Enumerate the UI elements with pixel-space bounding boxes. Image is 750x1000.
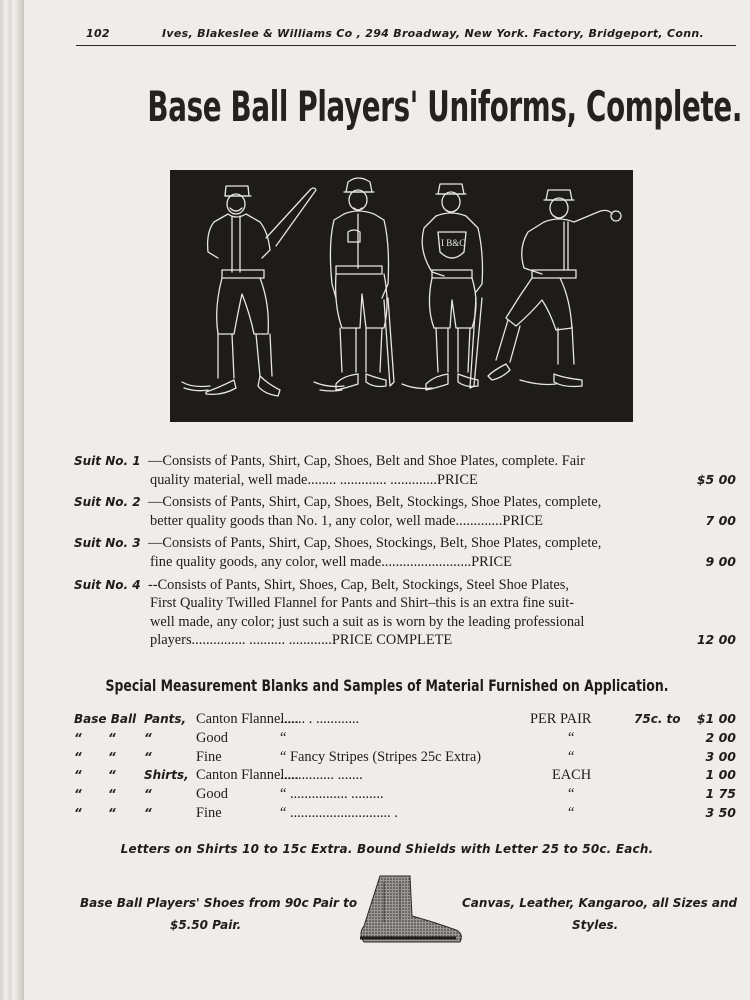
shoes-note-line: $5.50 Pair. xyxy=(170,918,242,932)
publisher-imprint: Ives, Blakeslee & Williams Co , 294 Broadway, New York. Factory, Bridgeport, Conn. xyxy=(162,27,704,40)
player-batter-figure xyxy=(182,186,316,396)
ditto-mark: “ xyxy=(144,749,152,764)
price-amount: 3 50 xyxy=(705,804,736,820)
suit-entry-3 xyxy=(74,534,736,571)
item-description: “ Fancy Stripes (Stripes 25c Extra) xyxy=(280,748,482,765)
shoes-note-line: Base Ball Players' Shoes from 90c Pair to xyxy=(80,896,358,910)
price-row xyxy=(74,804,736,823)
suit-description-line: well made, any color; just such a suit as is worn by the leading professional xyxy=(150,613,585,630)
suit-price: 7 00 xyxy=(705,512,736,528)
suit-list xyxy=(74,452,736,654)
price-row xyxy=(74,766,736,785)
item-category: Base Ball xyxy=(74,712,137,726)
suit-description-line: --Consists of Pants, Shirt, Shoes, Cap, Belt, Stockings, Steel Shoe Plates, xyxy=(148,576,569,593)
item-grade: Fine xyxy=(196,748,222,765)
ditto-mark: “ xyxy=(144,730,152,745)
suit-description-line: —Consists of Pants, Shirt, Cap, Shoes, Belt, Stockings, Shoe Plates, complete, xyxy=(148,494,602,511)
item-grade: Good xyxy=(196,786,228,803)
ditto-mark: “ xyxy=(74,730,82,745)
ditto-mark: “ xyxy=(568,729,575,746)
ditto-mark: “ xyxy=(74,768,82,783)
suit-entry-1 xyxy=(74,452,736,489)
special-notice-heading: Special Measurement Blanks and Samples of Material Furnished on Application. xyxy=(105,676,669,695)
ditto-mark: “ xyxy=(568,786,575,803)
suit-label: Suit No. 2 xyxy=(74,495,141,510)
ditto-mark: “ xyxy=(74,749,82,764)
suit-description-line: quality material, well made........ ............. .............PRICE xyxy=(150,471,478,488)
players-illustration xyxy=(170,170,633,422)
player-standing-figure xyxy=(314,178,394,391)
extras-note: Letters on Shirts 10 to 15c Extra. Bound Shields with Letter 25 to 50c. Each. xyxy=(120,842,654,856)
suit-label: Suit No. 3 xyxy=(74,536,141,551)
price-amount: 1 75 xyxy=(705,786,736,802)
ditto-mark: “ xyxy=(108,730,116,745)
page-number: 102 xyxy=(86,27,110,40)
ditto-mark: “ xyxy=(568,748,575,765)
price-row xyxy=(74,729,736,748)
shoe-illustration xyxy=(354,872,464,948)
item-grade: Canton Flannel.... xyxy=(196,711,299,727)
price-row xyxy=(74,748,736,767)
price-amount: 3 00 xyxy=(705,748,736,764)
suit-description-line: —Consists of Pants, Shirt, Cap, Shoes, Stockings, Belt, Shoe Plates, complete, xyxy=(148,535,602,552)
item-description: “ ............................ . xyxy=(280,804,398,821)
item-grade: Canton Flannel.... xyxy=(196,767,299,784)
suit-description-line: players............... .......... ............PRICE COMPLETE xyxy=(150,632,453,649)
book-page-edges xyxy=(0,0,24,1000)
item-description: “ ................ ......... xyxy=(280,786,384,803)
suit-description-line: better quality goods than No. 1, any color, well made.............PRICE xyxy=(150,512,544,529)
price-unit: PER PAIR xyxy=(530,711,592,727)
player-shield-figure xyxy=(402,184,483,390)
item-description: “ xyxy=(280,729,287,746)
price-amount: $1 00 xyxy=(696,711,736,726)
shield-letters: I B&C xyxy=(441,238,466,248)
suit-description-line: First Quality Twilled Flannel for Pants and Shirt–this is an extra fine suit- xyxy=(150,595,575,612)
shoes-note-line: Styles. xyxy=(572,918,619,932)
item-type: Pants, xyxy=(144,712,187,726)
suit-description-line: fine quality goods, any color, well made.........................PRICE xyxy=(150,553,512,570)
item-description: ............... ....... xyxy=(280,767,363,784)
page-title: Base Ball Players' Uniforms, Complete. xyxy=(147,82,743,131)
price-unit: EACH xyxy=(552,767,592,784)
ditto-mark: “ xyxy=(108,787,116,802)
suit-price: 9 00 xyxy=(705,553,736,569)
catalog-page xyxy=(24,0,750,1000)
suit-entry-2 xyxy=(74,493,736,530)
suit-entry-4 xyxy=(74,576,736,650)
ditto-mark: “ xyxy=(108,805,116,820)
suit-label: Suit No. 4 xyxy=(74,577,141,592)
ditto-mark: “ xyxy=(144,787,152,802)
shoes-materials-note xyxy=(462,892,750,936)
ditto-mark: “ xyxy=(108,749,116,764)
price-row xyxy=(74,785,736,804)
suit-price: $5 00 xyxy=(696,471,736,487)
item-description: ....... . ............ xyxy=(280,711,360,727)
ditto-mark: “ xyxy=(74,805,82,820)
suit-price: 12 00 xyxy=(696,632,736,648)
item-grade: Fine xyxy=(196,804,222,821)
price-amount: 2 00 xyxy=(705,729,736,745)
ditto-mark: “ xyxy=(144,805,152,820)
price-amount: 1 00 xyxy=(705,767,736,783)
header-rule xyxy=(76,45,736,46)
item-grade: Good xyxy=(196,729,228,746)
price-row xyxy=(74,710,736,729)
suit-label: Suit No. 1 xyxy=(74,454,141,468)
suit-description-line: —Consists of Pants, Shirt, Cap, Shoes, Belt and Shoe Plates, complete. Fair xyxy=(148,453,585,469)
player-fielder-figure xyxy=(488,190,621,387)
price-from: 75c. to xyxy=(634,712,681,726)
shoes-price-note xyxy=(80,892,380,936)
ditto-mark: “ xyxy=(74,787,82,802)
ditto-mark: “ xyxy=(568,804,575,821)
ditto-mark: “ xyxy=(108,768,116,783)
item-type: Shirts, xyxy=(144,768,189,783)
shoes-note-line: Canvas, Leather, Kangaroo, all Sizes and xyxy=(462,896,738,910)
baseball-players-engraving xyxy=(170,170,633,422)
price-list xyxy=(74,710,736,823)
